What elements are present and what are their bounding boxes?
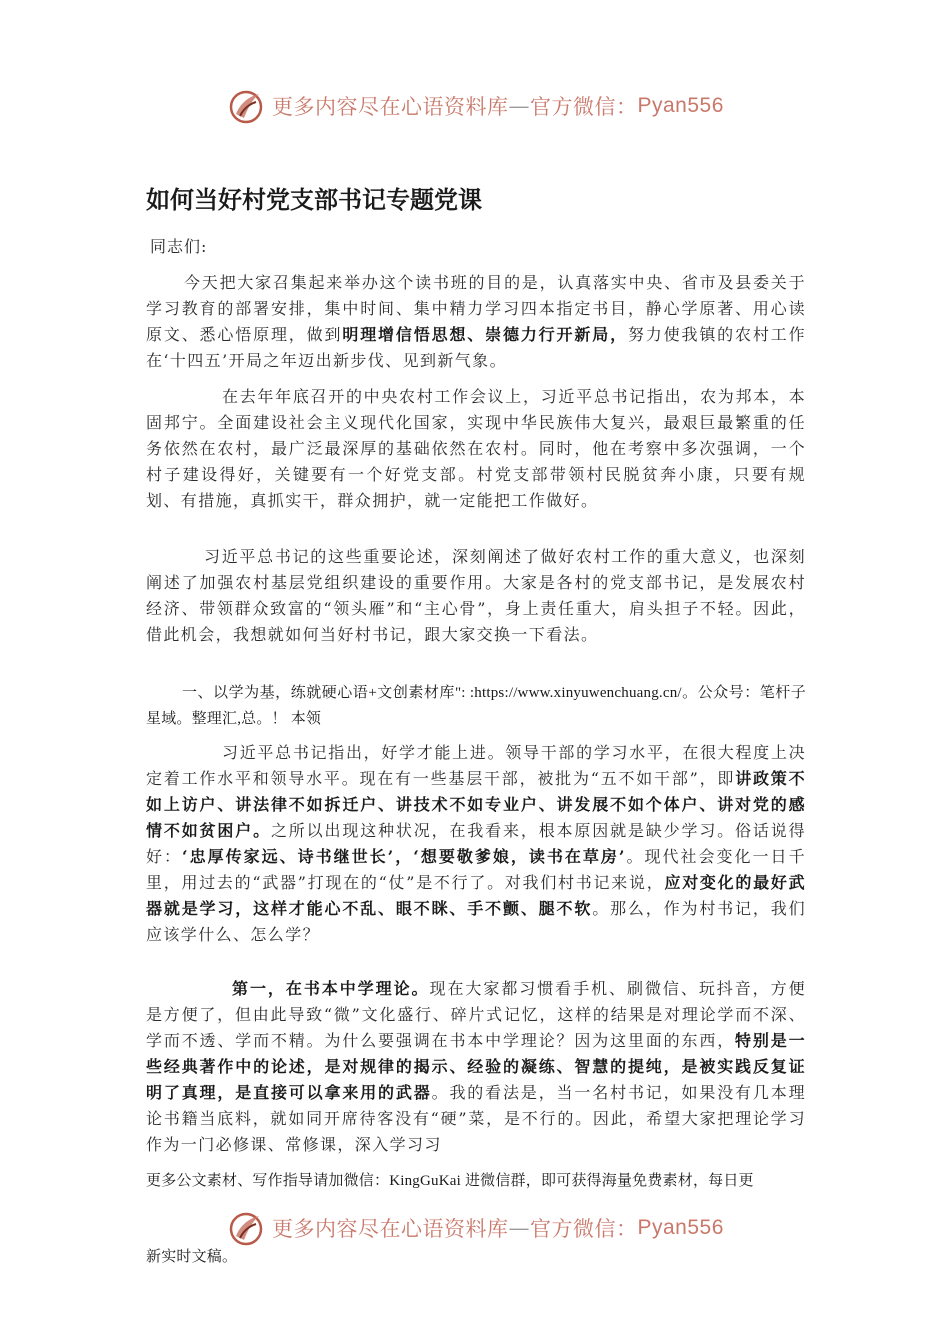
watermark-text: 更多内容尽在心语资料库 [272, 1217, 509, 1241]
watermark-wechat-label: 官方微信： [530, 95, 638, 119]
promo-line: 更多公文素材、写作指导请加微信：KingGuKai 进微信群，即可获得海量免费素材，每日更 [146, 1173, 754, 1189]
watermark-separator: — [508, 94, 530, 118]
watermark-separator: — [508, 1216, 530, 1240]
promo-line-continued: 新实时文稿。 [146, 1249, 238, 1265]
paragraph-3: 习近平总书记的这些重要论述，深刻阐述了做好农村工作的重大意义，也深刻阐述了加强农村基层党组织建设的重要作用。大家是各村的党支部书记，是发展农村经济、带领群众致富的“领头雁”和“主心骨”，身上责任重大，肩头担子不轻。因此，借此机会，我想就如何当好村书记，跟大家交换一下看法。 [146, 547, 806, 644]
section-heading-1: 一、以学为基，练就硬心语+文创素材库": :https://www.xinyuwenchuang.cn/。公众号：笔杆子星域。整理汇,总。！ 本领 [146, 685, 806, 727]
paragraph-2: 在去年年底召开的中央农村工作会议上，习近平总书记指出，农为邦本，本固邦宁。全面建设社会主义现代化国家，实现中华民族伟大复兴，最艰巨最繁重的任务依然在农村，最广泛最深厚的基础依然在农村。同时，他在考察中多次强调，一个村子建设得好，关键要有一个好党支部。村党支部带领村民脱贫奔小康，只要有规划、有措施，真抓实干，群众拥护，就一定能把工作做好。 [146, 387, 806, 510]
paragraph-1: 今天把大家召集起来举办这个读书班的目的是，认真落实中央、省市及县委关于学习教育的部署安排，集中时间、集中精力学习四本指定书目，静心学原著、用心读原文、悉心悟原理，做到明理增信悟思想、崇德力行开新局，努力使我镇的农村工作在‘十四五’开局之年迈出新步伐、见到新气象。 [146, 273, 806, 370]
salutation: 同志们: [150, 237, 208, 256]
paragraph-6: 第一，在书本中学理论。现在大家都习惯看手机、刷微信、玩抖音，方便是方便了，但由此导致“微”文化盛行、碎片式记忆，这样的结果是对理论学而不深、学而不透、学而不精。为什么要强调在书本中学理论？因为这里面的东西，特别是一些经典著作中的论述，是对规律的揭示、经验的凝练、智慧的提纯，是被实践反复证明了真理，是直接可以拿来用的武器。我的看法是，当一名村书记，如果没有几本理论书籍当底料，就如同开席待客没有“硬”菜，是不行的。因此，希望大家把理论学习作为一门必修课、常修课，深入学习习 [146, 979, 807, 1154]
document-title: 如何当好村党支部书记专题党课 [146, 186, 482, 214]
watermark-wechat-label: 官方微信： [530, 1217, 638, 1241]
watermark-banner-top [226, 84, 746, 128]
flame-swirl-logo-icon [226, 86, 266, 126]
watermark-banner-bottom [226, 1206, 746, 1250]
watermark-wechat-id: Pyan556 [637, 1216, 724, 1239]
flame-swirl-logo-icon [226, 1208, 266, 1248]
paragraph-5: 习近平总书记指出，好学才能上进。领导干部的学习水平，在很大程度上决定着工作水平和领导水平。现在有一些基层干部，被批为“五不如干部”，即讲政策不如上访户、讲法律不如拆迁户、讲技术不如专业户、讲发展不如个体户、讲对党的感情不如贫困户。之所以出现这种状况，在我看来，根本原因就是缺少学习。俗话说得好：‘忠厚传家远、诗书继世长’，‘想要敬爹娘，读书在草房’。现代社会变化一日千里，用过去的“武器”打现在的“仗”是不行了。对我们村书记来说，应对变化的最好武器就是学习，这样才能心不乱、眼不眯、手不颤、腿不软。那么，作为村书记，我们应该学什么、怎么学？ [146, 743, 807, 944]
watermark-wechat-id: Pyan556 [637, 94, 724, 117]
watermark-text: 更多内容尽在心语资料库 [272, 95, 509, 119]
